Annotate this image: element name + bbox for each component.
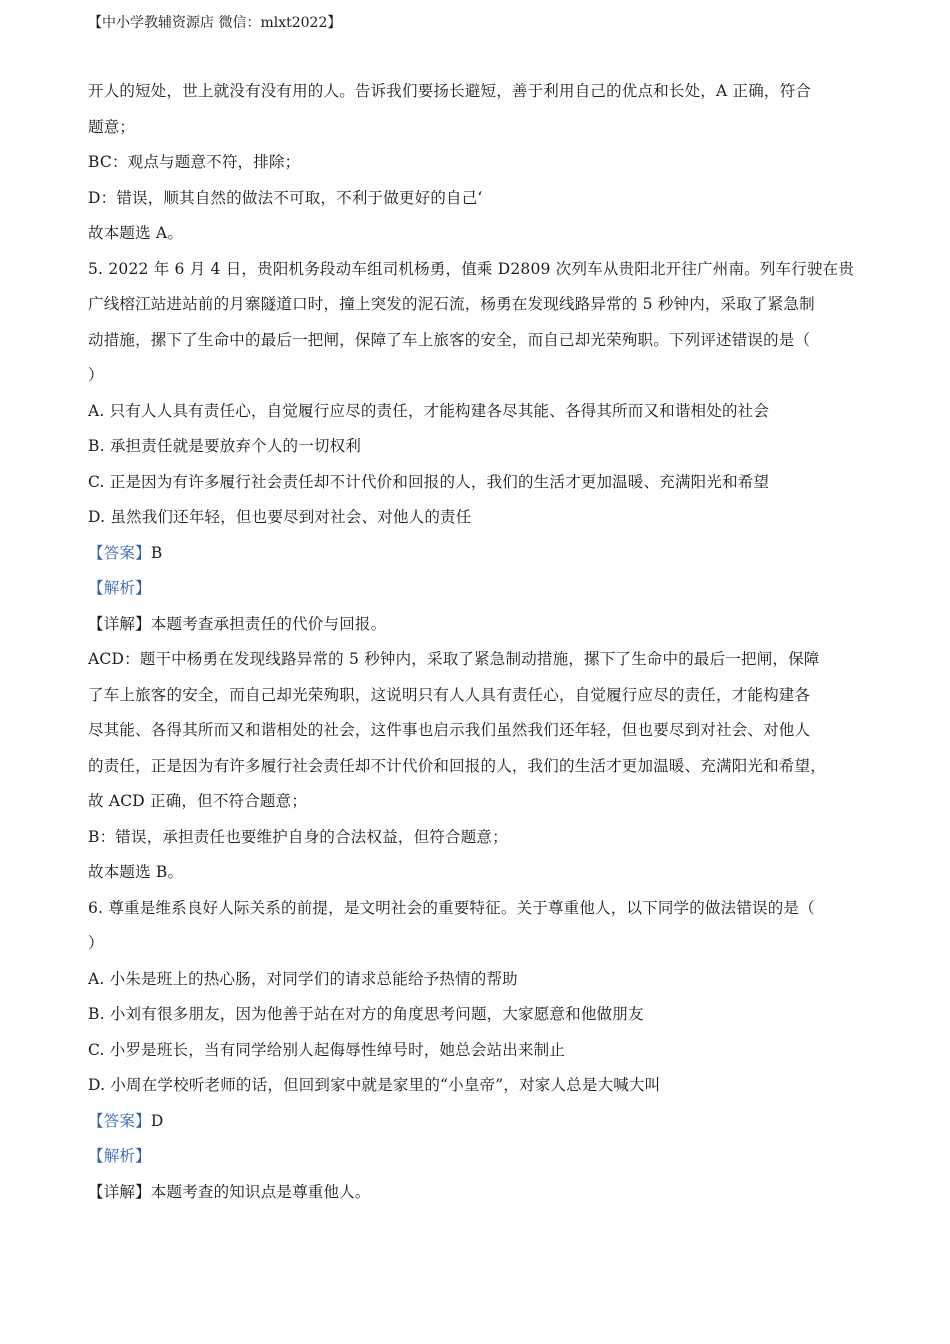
line-text: 【详解】本题考查的知识点是尊重他人。 xyxy=(88,1182,371,1201)
text-line xyxy=(88,607,878,643)
document-body xyxy=(88,74,878,1210)
text-line xyxy=(88,358,878,394)
text-line xyxy=(88,1033,878,1069)
line-text: 广线榕江站进站前的月寨隧道口时，撞上突发的泥石流，杨勇在发现线路异常的 5 秒钟内，采取了紧急制 xyxy=(88,295,815,313)
line-text: 6. 尊重是维系良好人际关系的前提，是文明社会的重要特征。关于尊重他人，以下同学的做法错误的是（ xyxy=(88,898,815,917)
text-line xyxy=(88,500,878,536)
text-line xyxy=(88,784,878,820)
line-text: 题意； xyxy=(88,117,136,136)
section-tag: 【解析】 xyxy=(88,1147,151,1165)
text-line xyxy=(88,1175,878,1211)
line-text: 开人的短处，世上就没有没有用的人。告诉我们要扬长避短，善于利用自己的优点和长处，A 正确，符合 xyxy=(88,82,812,100)
text-line xyxy=(88,216,878,252)
text-line xyxy=(88,855,878,891)
section-tag: 【答案】 xyxy=(88,1111,151,1130)
text-line xyxy=(88,997,878,1033)
text-line xyxy=(88,181,878,217)
line-text: 故本题选 B。 xyxy=(88,863,184,881)
text-line xyxy=(88,394,878,430)
line-text: 了车上旅客的安全，而自己却光荣殉职，这说明只有人人具有责任心，自觉履行应尽的责任，才能构建各 xyxy=(88,685,811,704)
line-text: ） xyxy=(88,366,104,384)
text-line xyxy=(88,820,878,856)
line-text: D. 小周在学校听老师的话，但回到家中就是家里的“小皇帝”，对家人总是大喊大叫 xyxy=(88,1076,661,1094)
text-line xyxy=(88,110,878,146)
text-line xyxy=(88,1068,878,1104)
line-text: B：错误，承担责任也要维护自身的合法权益，但符合题意； xyxy=(88,827,508,846)
text-line xyxy=(88,465,878,501)
text-line xyxy=(88,713,878,749)
text-line xyxy=(88,74,878,110)
line-text: D xyxy=(150,1111,164,1130)
text-line xyxy=(88,642,878,678)
line-text: D. 虽然我们还年轻，但也要尽到对社会、对他人的责任 xyxy=(88,508,472,526)
text-line xyxy=(88,926,878,962)
text-line xyxy=(88,749,878,785)
line-text: D：错误，顺其自然的做法不可取，不利于做更好的自己‘ xyxy=(88,188,483,207)
text-line xyxy=(88,252,878,288)
section-tag: 【答案】 xyxy=(88,543,151,562)
line-text: 【详解】本题考查承担责任的代价与回报。 xyxy=(88,614,387,633)
answer-line xyxy=(88,1104,878,1140)
line-text: ） xyxy=(88,934,104,952)
line-text: C. 小罗是班长，当有同学给别人起侮辱性绰号时，她总会站出来制止 xyxy=(88,1040,566,1059)
line-text: 的责任，正是因为有许多履行社会责任却不计代价和回报的人，我们的生活才更加温暖、充满阳光和希望， xyxy=(88,756,826,775)
line-text: B. 小刘有很多朋友，因为他善于站在对方的角度思考问题，大家愿意和他做朋友 xyxy=(88,1005,644,1023)
line-text: 5. 2022 年 6 月 4 日，贵阳机务段动车组司机杨勇，值乘 D2809 次列车从贵阳北开往广州南。列车行驶在贵 xyxy=(88,259,855,278)
line-text: A. 小朱是班上的热心肠，对同学们的请求总能给予热情的帮助 xyxy=(88,969,518,988)
section-tag: 【解析】 xyxy=(88,579,151,597)
text-line xyxy=(88,429,878,465)
text-line xyxy=(88,678,878,714)
line-text: B xyxy=(150,543,163,562)
line-text: 故本题选 A。 xyxy=(88,224,184,242)
line-text: 故 ACD 正确，但不符合题意； xyxy=(88,792,308,810)
answer-line xyxy=(88,571,878,607)
line-text: BC：观点与题意不符，排除； xyxy=(88,153,301,171)
text-line xyxy=(88,891,878,927)
line-text: A. 只有人人具有责任心，自觉履行应尽的责任，才能构建各尽其能、各得其所而又和谐相处的社会 xyxy=(88,401,770,420)
line-text: 尽其能、各得其所而又和谐相处的社会，这件事也启示我们虽然我们还年轻，但也要尽到对社会、对他人 xyxy=(88,721,811,739)
line-text: ACD：题干中杨勇在发现线路异常的 5 秒钟内，采取了紧急制动措施，摞下了生命中的最后一把闸，保障 xyxy=(88,650,820,668)
answer-line xyxy=(88,536,878,572)
text-line xyxy=(88,323,878,359)
line-text: 动措施，摞下了生命中的最后一把闸，保障了车上旅客的安全，而自己却光荣殉职。下列评述错误的是（ xyxy=(88,330,811,349)
line-text: B. 承担责任就是要放弃个人的一切权利 xyxy=(88,437,362,455)
text-line xyxy=(88,962,878,998)
line-text: C. 正是因为有许多履行社会责任却不计代价和回报的人，我们的生活才更加温暖、充满阳光和希望 xyxy=(88,472,770,491)
answer-line xyxy=(88,1139,878,1175)
page-header: 【中小学教辅资源店 微信：mlxt2022】 xyxy=(88,15,342,31)
text-line xyxy=(88,287,878,323)
text-line xyxy=(88,145,878,181)
